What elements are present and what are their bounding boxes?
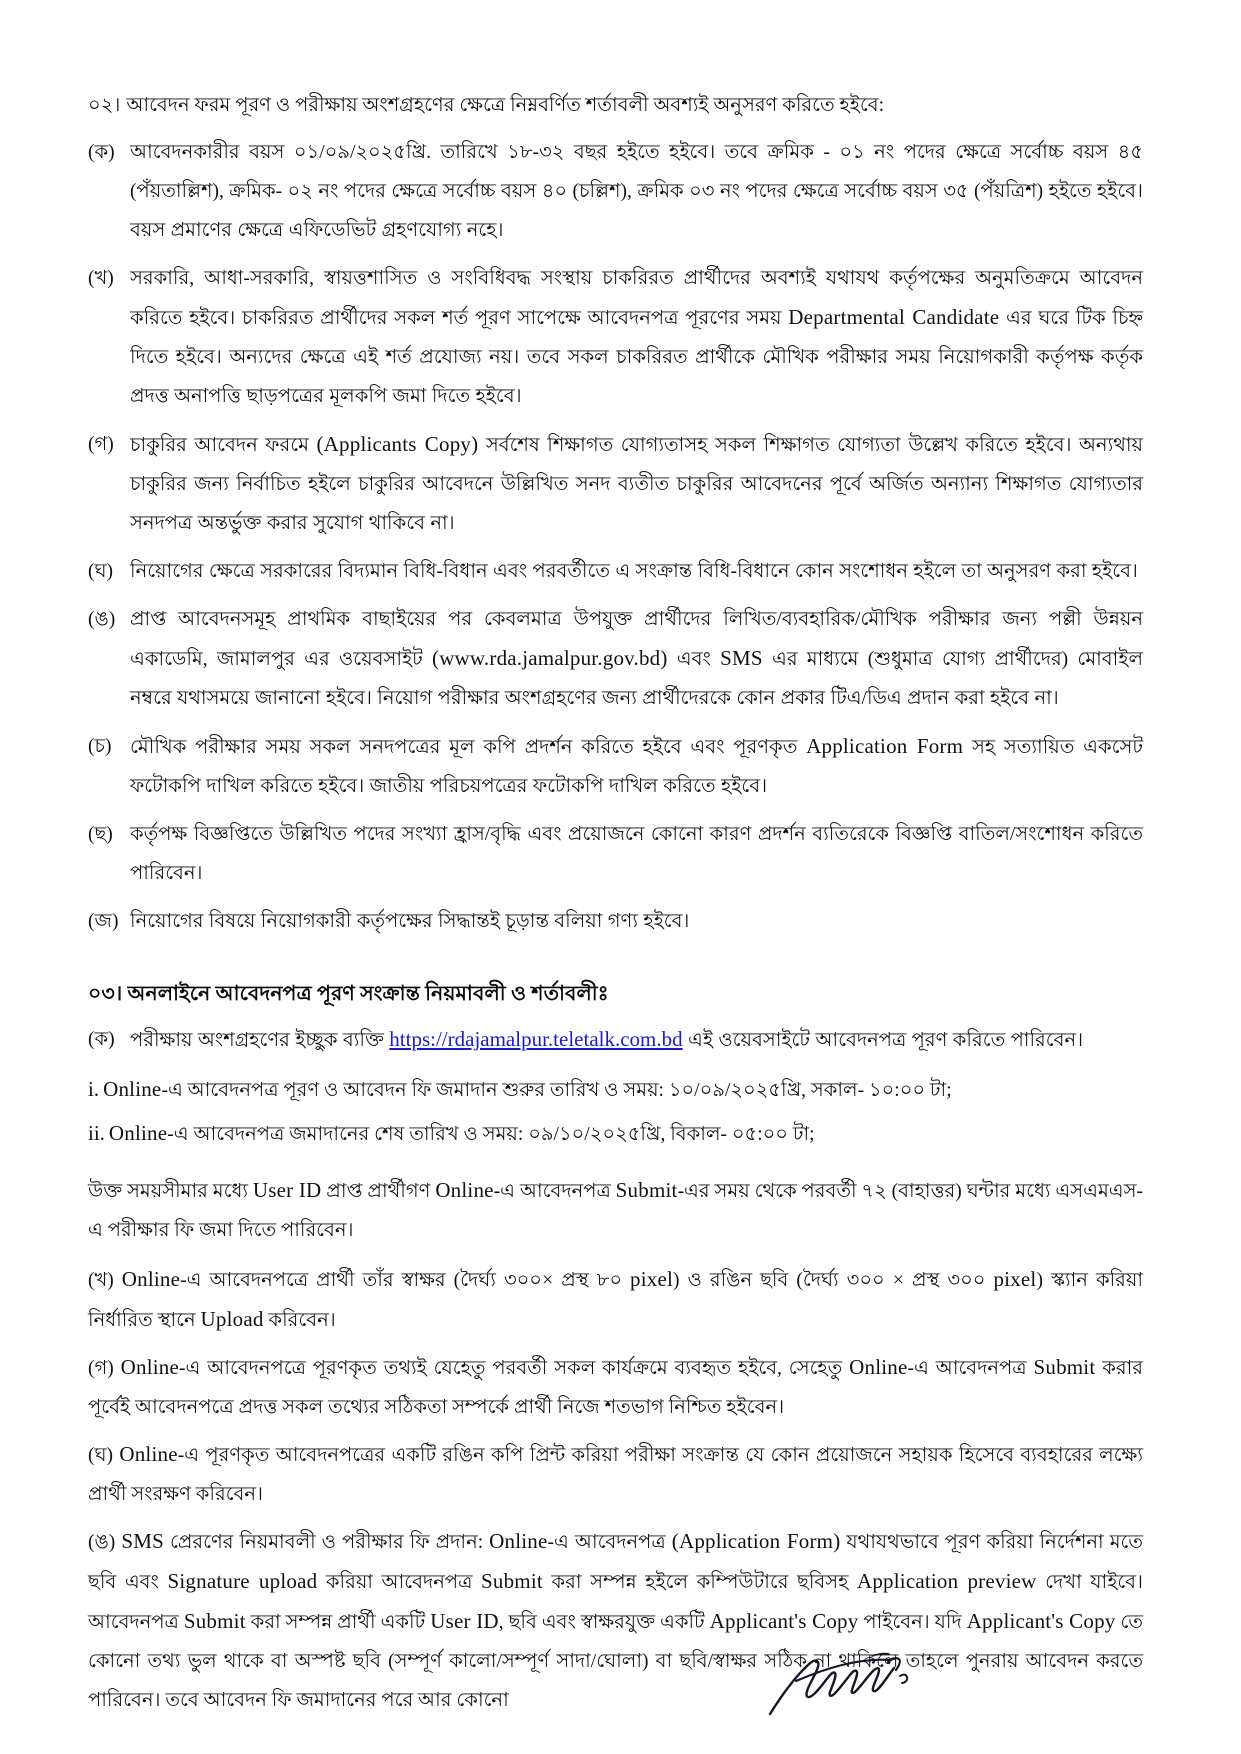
online-una-part6: দেখা যাইবে। আবেদনপত্র — [88, 1572, 1143, 1633]
section-02-number: ০২। — [88, 95, 121, 116]
clause-text-gha: নিয়োগের ক্ষেত্রে সরকারের বিদ্যমান বিধি-বিধান এবং পরবর্তীতে এ সংক্রান্ত বিধি-বিধানে কোন সংশোধন হইলে তা অনুসরণ করা হইবে। — [130, 561, 1138, 582]
online-date-start-text: -এ আবেদনপত্র পূরণ ও আবেদন ফি জমাদান শুরুর তারিখ ও সময়: ১০/০৯/২০২৫খ্রি, সকাল- ১০:০০ টা; — [161, 1080, 952, 1101]
online-ga-latin-online-1: Online — [120, 1355, 180, 1379]
section-03-heading: ০৩। অনলাইনে আবেদনপত্র পূরণ সংক্রান্ত নিয়মাবলী ও শর্তাবলীঃ — [88, 983, 609, 1005]
online-ka-part1: পরীক্ষায় অংশগ্রহণের ইচ্ছুক ব্যক্তি — [130, 1030, 390, 1051]
clause-cha — [88, 727, 1143, 806]
online-una-part3: যথাযথভাবে পূরণ করিয়া নির্দেশনা মতে ছবি এবং — [88, 1532, 1143, 1593]
online-date-end-latin: Online — [108, 1121, 168, 1145]
online-una-latin-online: Online — [489, 1529, 548, 1553]
online-una-part10: তে কোনো তথ্য ভুল থাকে বা অস্পষ্ট ছবি (সম্পূর্ণ কালো/সম্পূর্ণ সাদা/ঘোলা) বা ছবি/স্বাক্ষর সঠিক না থাকিলে তাহলে পুনরায় আবেদন করতে পারিবেন। তবে আবেদন ফি জমাদানের পরে আর কোনো — [88, 1612, 1143, 1711]
clause-marker-ga: (গ) — [88, 434, 114, 455]
online-ga-latin-online-2: Online — [849, 1355, 908, 1379]
clause-text-chha: কর্তৃপক্ষ বিজ্ঞপ্তিতে উল্লিখিত পদের সংখ্যা হ্রাস/বৃদ্ধি এবং প্রয়োজনে কোনো কারণ প্রদর্শন ব্যতিরেকে বিজ্ঞপ্তি বাতিল/সংশোধন করিতে পারিবেন। — [130, 824, 1143, 884]
online-una-part4: করিয়া আবেদনপত্র — [317, 1572, 482, 1593]
online-una-part8: , ছবি এবং স্বাক্ষরযুক্ত একটি — [498, 1612, 710, 1633]
online-una-latin-applicants-copy-1: Applicant's Copy — [709, 1609, 859, 1633]
clause-marker-una: (ঙ) — [88, 609, 116, 630]
clause-marker-chha: (ছ) — [88, 824, 113, 845]
online-una-part7: করা সম্পন্ন প্রার্থী একটি — [245, 1612, 431, 1633]
online-date-start — [88, 1069, 1143, 1111]
multiplication-sign-icon-1: × — [541, 1269, 554, 1291]
clause-marker-ka: (ক) — [88, 142, 115, 163]
online-clause-ga — [88, 1348, 1143, 1427]
section-02-heading — [88, 86, 1143, 125]
clause-ga — [88, 425, 1143, 543]
online-una-latin-user-id: User ID — [430, 1609, 499, 1633]
online-clause-una — [88, 1522, 1143, 1720]
online-kha-latin-pixel-2: pixel — [993, 1267, 1037, 1291]
online-una-part9: পাইবেন। যদি — [858, 1612, 967, 1633]
deadline-part3: -এ আবেদনপত্র — [493, 1181, 616, 1202]
online-clause-marker-una: (ঙ) — [88, 1532, 116, 1553]
section-02-heading-text: আবেদন ফরম পূরণ ও পরীক্ষায় অংশগ্রহণের ক্ষেত্রে নিম্নবর্ণিত শর্তাবলী অবশ্যই অনুসরণ করিতে হইবে: — [126, 95, 884, 116]
online-una-part1: প্রেরণের নিয়মাবলী ও পরীক্ষার ফি প্রদান: — [163, 1532, 490, 1553]
deadline-part4: -এর সময় থেকে পরবর্তী ৭২ (বাহাত্তর) ঘন্টার মধ্যে এসএমএস-এ পরীক্ষার ফি জমা দিতে পারিবেন। — [88, 1181, 1144, 1241]
clause-text-ga — [130, 425, 1143, 543]
online-clause-marker-ka: (ক) — [88, 1029, 115, 1050]
teletalk-application-link[interactable]: https://rdajamalpur.teletalk.com.bd — [389, 1027, 683, 1051]
clause-ja — [88, 902, 1143, 941]
clause-una — [88, 600, 1143, 718]
clause-kha-part2: এর ঘরে টিক চিহ্ন দিতে হইবে। অন্যদের ক্ষেত্রে এই শর্ত প্রযোজ্য নয়। তবে সকল চাকরিরত প্রার্থীকে মৌখিক পরীক্ষার সময় নিয়োগকারী কর্তৃপক্ষ কর্তৃক প্রদত্ত অনাপত্তি ছাড়পত্রের মূলকপি জমা দিতে হইবে। — [130, 308, 1143, 407]
clause-kha-latin-departmental-candidate: Departmental Candidate — [788, 305, 1000, 329]
clause-una-latin-sms: SMS — [720, 646, 763, 670]
clause-kha — [88, 259, 1143, 416]
online-clause-gha — [88, 1435, 1143, 1514]
clause-marker-kha: (খ) — [88, 268, 114, 289]
clause-cha-part1: মৌখিক পরীক্ষার সময় সকল সনদপত্রের মূল কপি প্রদর্শন করিতে হইবে এবং পূরণকৃত — [130, 737, 807, 758]
online-kha-latin-online: Online — [121, 1267, 181, 1291]
online-ga-part3: করার পূর্বেই আবেদনপত্রে প্রদত্ত সকল তথ্যের সঠিকতা সম্পর্কে প্রার্থী নিজে শতভাগ নিশ্চিত হইবেন। — [88, 1358, 1143, 1418]
clause-marker-ja: (জ) — [88, 911, 119, 932]
clause-ga-part1: চাকুরির আবেদন ফরমে — [130, 435, 317, 456]
deadline-part2: প্রাপ্ত প্রার্থীগণ — [321, 1181, 436, 1202]
online-ga-part2: -এ আবেদনপত্র — [907, 1358, 1034, 1379]
clause-marker-cha: (চ) — [88, 736, 112, 757]
online-una-latin-sms: SMS — [121, 1529, 164, 1553]
online-ka-part2: এই ওয়েবসাইটে আবেদনপত্র পূরণ করিতে পারিবেন। — [682, 1030, 1084, 1051]
clause-cha-part2: সহ সত্যায়িত একসেট ফটোকপি দাখিল করিতে হইবে। জাতীয় পরিচয়পত্রের ফটোকপি দাখিল করিতে হইবে। — [130, 737, 1144, 797]
online-gha-latin-online: Online — [119, 1442, 178, 1466]
clause-ga-latin-applicants-copy: (Applicants Copy) — [316, 432, 479, 456]
online-date-end-text: -এ আবেদনপত্র জমাদানের শেষ তারিখ ও সময়: ০৯/১০/২০২৫খ্রি, বিকাল- ০৫:০০ টা; — [167, 1124, 815, 1145]
clause-ka — [88, 133, 1143, 250]
online-kha-part6: করিবেন। — [263, 1310, 336, 1331]
page-content — [88, 86, 1143, 1728]
clause-text-una — [130, 600, 1143, 718]
online-clause-kha — [88, 1260, 1143, 1340]
online-clause-marker-gha: (ঘ) — [88, 1445, 114, 1466]
online-kha-part2: প্রস্থ ৮০ — [553, 1270, 631, 1291]
online-kha-part5: ) স্ক্যান করিয়া নির্ধারিত স্থানে — [88, 1270, 1144, 1331]
online-gha-part1: -এ পূরণকৃত আবেদনপত্রের একটি রঙিন কপি প্রিন্ট করিয়া পরীক্ষা সংক্রান্ত যে কোন প্রয়োজনে সহায়ক হিসেবে ব্যবহারের লক্ষ্যে প্রার্থী সংরক্ষণ করিবেন। — [88, 1445, 1144, 1505]
handwritten-signature — [760, 1648, 940, 1722]
clause-text-ka: আবেদনকারীর বয়স ০১/০৯/২০২৫খ্রি. তারিখে ১৮-৩২ বছর হইতে হইবে। তবে ক্রমিক - ০১ নং পদের ক্ষেত্রে সর্বোচ্চ বয়স ৪৫ (পঁয়তাল্লিশ), ক্রমিক- ০২ নং পদের ক্ষেত্রে সর্বোচ্চ বয়স ৪০ (চল্লিশ), ক্রমিক ০৩ নং পদের ক্ষেত্রে সর্বোচ্চ বয়স ৩৫ (পঁয়ত্রিশ) হইতে হইবে। বয়স প্রমাণের ক্ষেত্রে এফিডেভিট গ্রহণযোগ্য নহে। — [130, 142, 1143, 241]
deadline-latin-user-id: User ID — [252, 1178, 322, 1202]
clause-cha-latin-application-form: Application Form — [806, 734, 964, 758]
clause-marker-gha: (ঘ) — [88, 561, 114, 582]
online-kha-latin-pixel-1: pixel — [630, 1267, 674, 1291]
clause-una-part3: এর মাধ্যমে (শুধুমাত্র যোগ্য প্রার্থীদের) মোবাইল নম্বরে যথাসময়ে জানানো হইবে। নিয়োগ পরীক্ষার অংশগ্রহণের জন্য প্রার্থীদেরকে কোন প্রকার টিএ/ডিএ প্রদান করা হইবে না। — [130, 649, 1143, 709]
clause-text-ja: নিয়োগের বিষয়ে নিয়োগকারী কর্তৃপক্ষের সিদ্ধান্তই চূড়ান্ত বলিয়া গণ্য হইবে। — [130, 911, 690, 932]
roman-numeral-i: i. — [88, 1077, 100, 1101]
clause-ga-part2: সর্বশেষ শিক্ষাগত যোগ্যতাসহ সকল শিক্ষাগত যোগ্যতা উল্লেখ করিতে হইবে। অন্যথায় চাকুরির জন্য নির্বাচিত হইলে চাকুরির আবেদনে উল্লিখিত সনদ ব্যতীত চাকুরির আবেদনের পূর্বে অর্জিত অন্যান্য শিক্ষাগত যোগ্যতার সনদপত্র অন্তর্ভুক্ত করার সুযোগ থাকিবে না। — [130, 435, 1143, 534]
deadline-part1: উক্ত সময়সীমার মধ্যে — [88, 1181, 253, 1202]
online-kha-part1: -এ আবেদনপত্রে প্রার্থী তাঁর স্বাক্ষর (দৈর্ঘ্য ৩০০ — [180, 1270, 542, 1291]
online-kha-part3: ) ও রঙিন ছবি (দৈর্ঘ্য ৩০০ — [673, 1270, 893, 1291]
online-una-latin-submit-1: Submit — [481, 1569, 543, 1593]
online-date-start-latin: Online — [103, 1077, 162, 1101]
clause-text-cha — [130, 727, 1143, 806]
online-una-part2: -এ আবেদনপত্র — [547, 1532, 672, 1553]
online-date-end — [88, 1113, 1143, 1155]
online-una-part5: করা সম্পন্ন হইলে কম্পিউটারে ছবিসহ — [542, 1572, 857, 1593]
online-una-latin-submit-2: Submit — [183, 1609, 246, 1633]
online-ga-part1: -এ আবেদনপত্রে পূরণকৃত তথ্যই যেহেতু পরবর্তী সকল কার্যক্রমে ব্যবহৃত হইবে, সেহেতু — [179, 1358, 850, 1379]
online-una-latin-applicants-copy-2: Applicant's Copy — [966, 1609, 1116, 1633]
clause-gha — [88, 552, 1143, 591]
deadline-latin-online: Online — [435, 1178, 494, 1202]
sms-fee-deadline-note — [88, 1171, 1143, 1250]
online-clause-marker-kha: (খ) — [88, 1270, 114, 1291]
clause-una-part2: এবং — [667, 649, 721, 670]
online-ga-latin-submit: Submit — [1033, 1355, 1096, 1379]
roman-numeral-ii: ii. — [88, 1121, 105, 1145]
online-kha-part4: প্রস্থ ৩০০ — [903, 1270, 994, 1291]
online-una-latin-application-preview: Application preview — [856, 1569, 1037, 1593]
online-clause-marker-ga: (গ) — [88, 1358, 114, 1379]
spacer — [88, 1157, 1143, 1167]
clause-chha — [88, 815, 1143, 893]
online-una-latin-signature-upload: Signature upload — [167, 1569, 318, 1593]
online-clause-ka — [88, 1020, 1143, 1060]
clause-una-part1: প্রাপ্ত আবেদনসমূহ প্রাথমিক বাছাইয়ের পর কেবলমাত্র উপযুক্ত প্রার্থীদের লিখিত/ব্যবহারিক/মৌখিক পরীক্ষার জন্য পল্লী উন্নয়ন একাডেমি, জামালপুর এর ওয়েবসাইট — [130, 609, 1143, 670]
online-clause-text-ka — [130, 1020, 1143, 1060]
clause-text-kha — [130, 259, 1143, 416]
multiplication-sign-icon-2: × — [892, 1269, 904, 1291]
deadline-latin-submit: Submit — [615, 1178, 678, 1202]
online-una-latin-application-form: (Application Form) — [671, 1529, 841, 1553]
clause-kha-part1: সরকারি, আধা-সরকারি, স্বায়ত্তশাসিত ও সংবিধিবদ্ধ সংস্থায় চাকরিরত প্রার্থীদের অবশ্যই যথাযথ কর্তৃপক্ষের অনুমতিক্রমে আবেদন করিতে হইবে। চাকরিরত প্রার্থীদের সকল শর্ত পূরণ সাপেক্ষে আবেদনপত্র পূরণের সময় — [130, 268, 1143, 329]
clause-una-website-url: (www.rda.jamalpur.gov.bd) — [432, 646, 668, 670]
online-kha-latin-upload: Upload — [200, 1307, 264, 1331]
